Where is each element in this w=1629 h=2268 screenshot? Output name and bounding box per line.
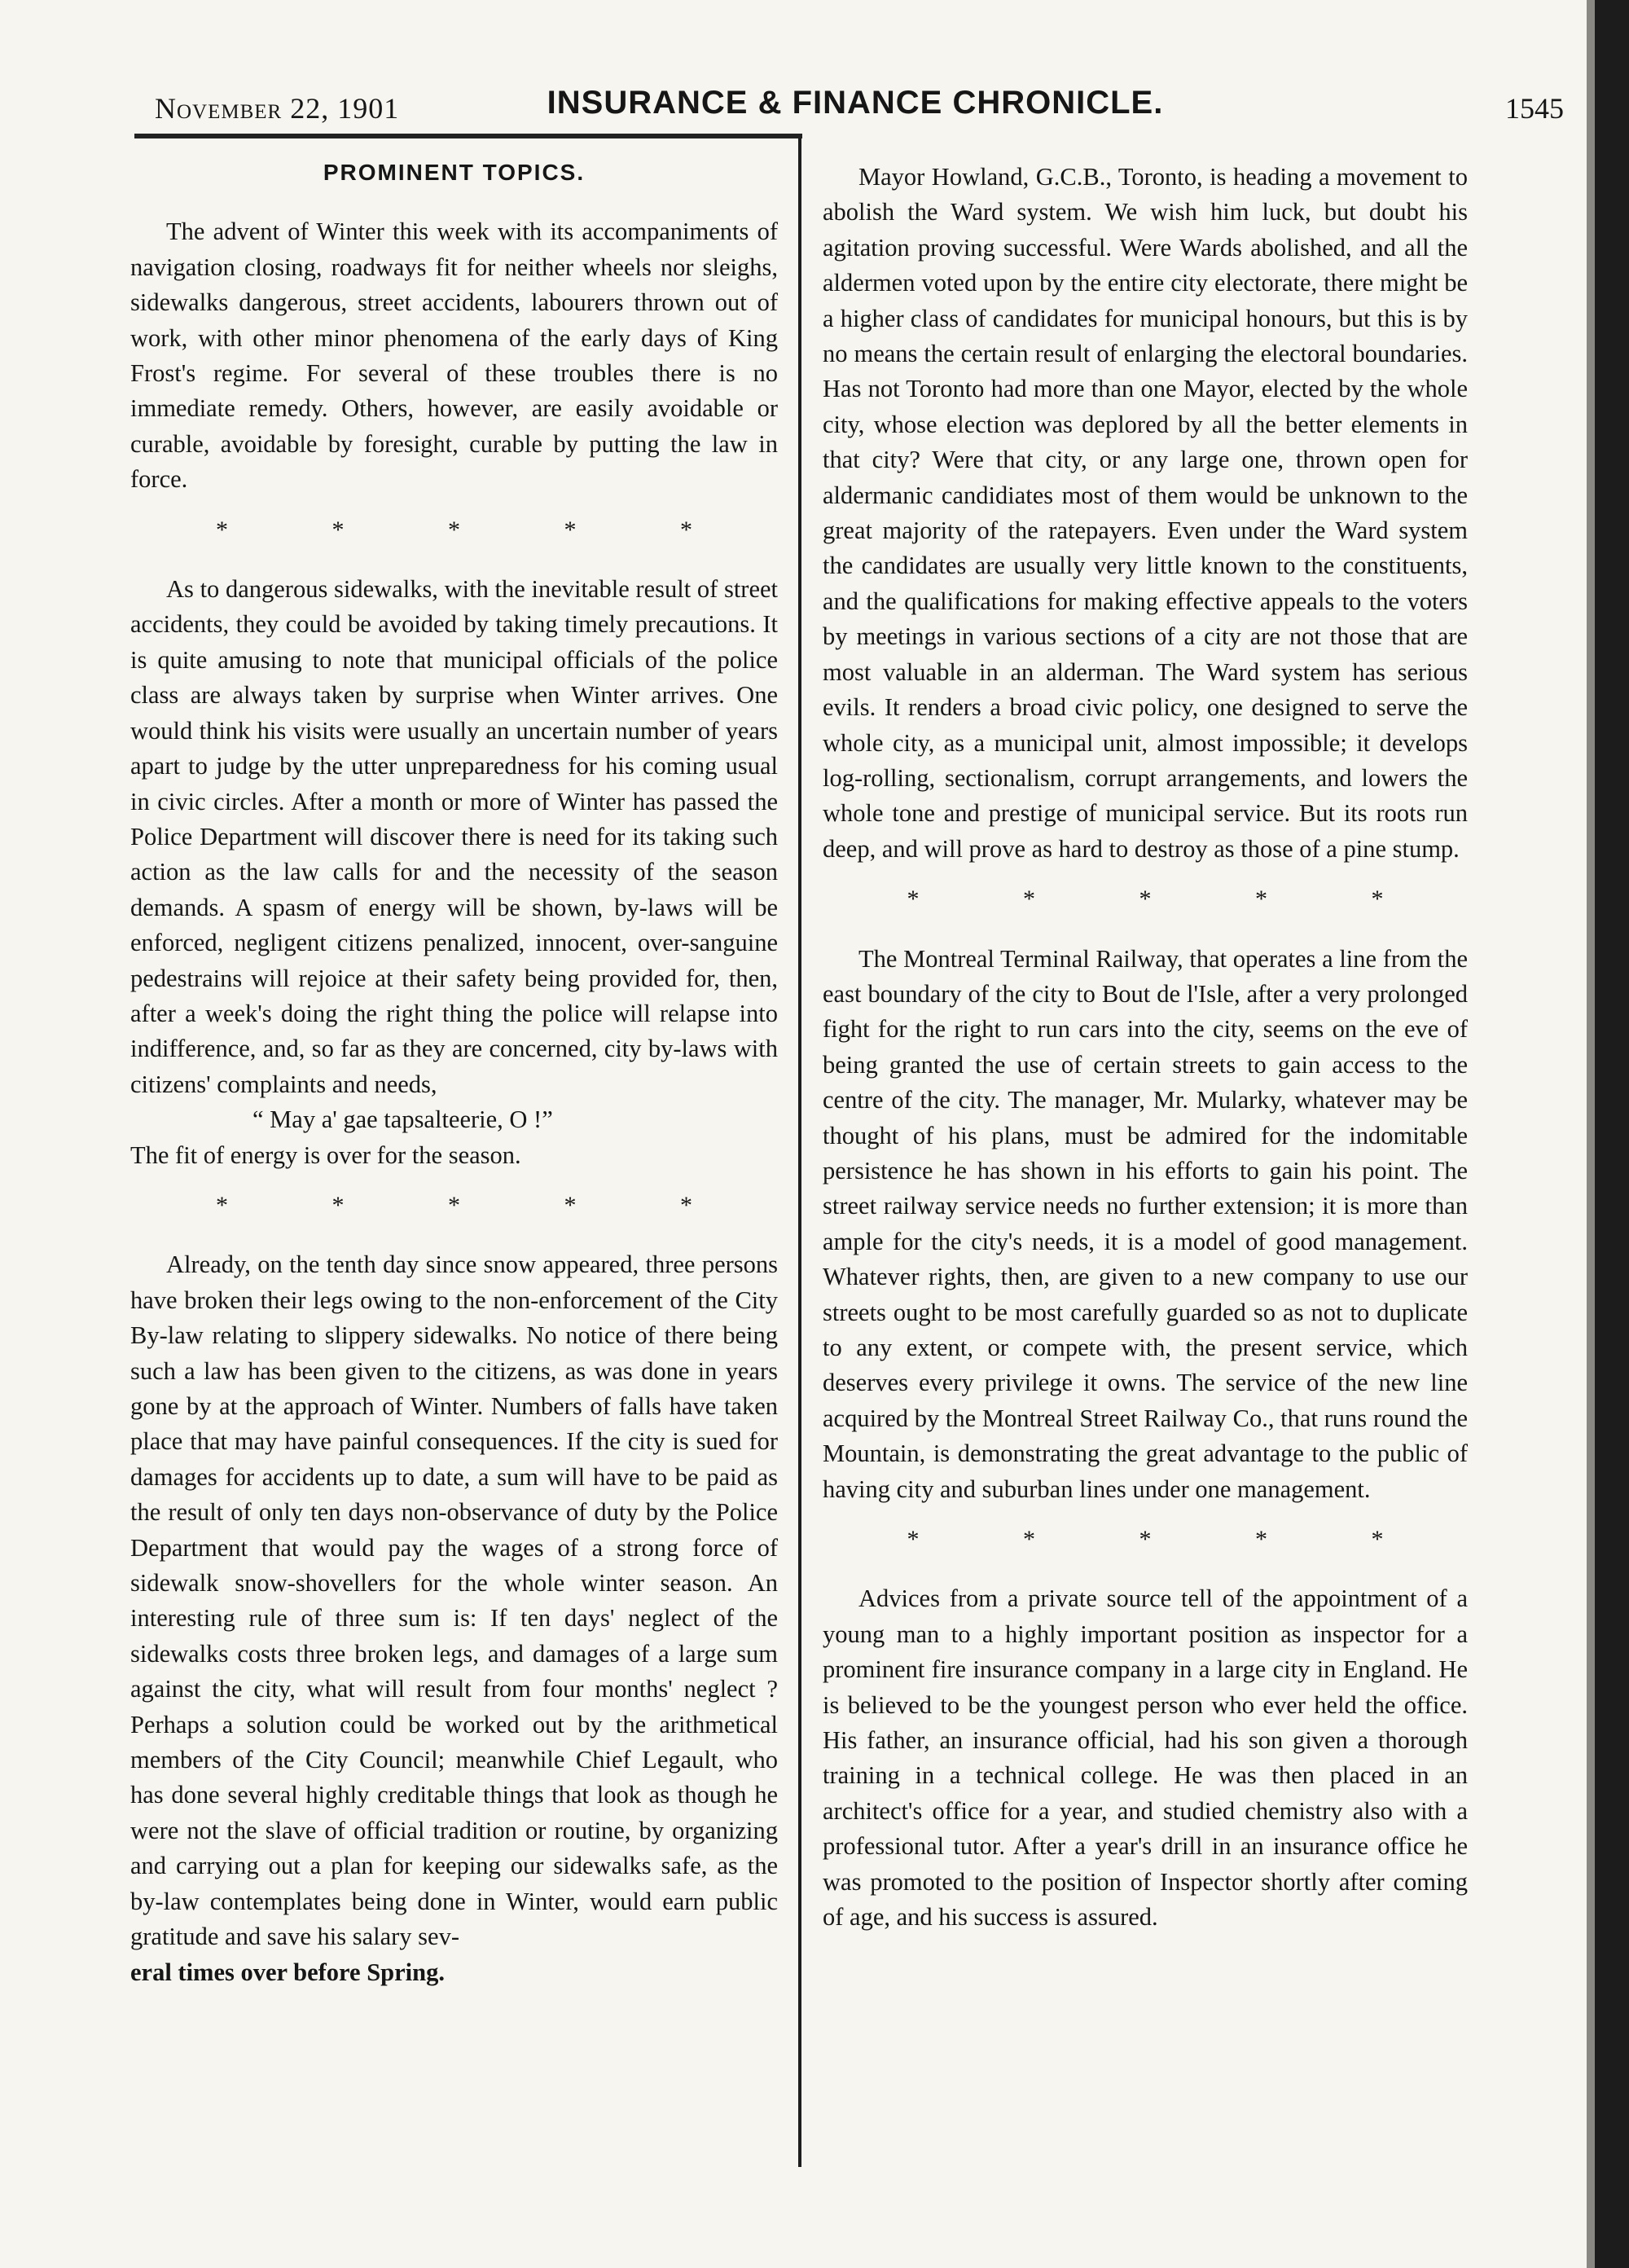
column-divider bbox=[798, 138, 801, 2167]
issue-date: November 22, 1901 bbox=[155, 92, 400, 125]
page-number: 1545 bbox=[1505, 92, 1564, 125]
article-paragraph: The advent of Winter this week with its accompaniments of navigation closing, roadways fit for neither wheels nor sleighs, sidewalks dangerous, street accidents, labourers thrown out of work, with other minor phenomena of the early days of King Frost's regime. For several of these troubles there is no immediate remedy. Others, however, are easily avoidable or curable, avoidable by foresight, curable by putting the law in force. bbox=[130, 218, 778, 494]
article-paragraph: As to dangerous sidewalks, with the inevitable result of street accidents, they could be avoided by taking timely precautions. It is quite amusing to note that municipal officials of the police class are always taken by surprise when Winter arrives. One would think his visits were usually an uncertain number of years apart to judge by the utter unpreparedness for his coming usual in civic circles. After a month or more of Winter has passed the Police Department will discover there is need for its taking such action as the law calls for and the necessity of the season demands. A spasm of energy will be shown, by-laws will be enforced, negligent citizens penalized, innocent, over-sanguine pedestrains will rejoice at their safety being provided for, then, after a week's doing the right thing the police will relapse into indifference, and, so far as they are concerned, city by-laws with citizens' complaints and needs, bbox=[130, 575, 778, 1098]
section-separator: * * * * * bbox=[216, 516, 741, 543]
section-heading: PROMINENT TOPICS. bbox=[323, 160, 586, 185]
scan-edge-shadow bbox=[1587, 0, 1595, 2268]
section-separator: * * * * * bbox=[216, 1191, 741, 1219]
paragraph-closing-bold: eral times over before Spring. bbox=[130, 1958, 445, 1986]
header-rule bbox=[134, 134, 802, 138]
section-separator: * * * * * bbox=[907, 886, 1433, 913]
scan-edge bbox=[1595, 0, 1629, 2268]
article-paragraph-end: The fit of energy is over for the season. bbox=[130, 1141, 521, 1169]
right-column bbox=[823, 160, 1468, 1936]
left-column bbox=[130, 147, 778, 1990]
section-separator: * * * * * bbox=[907, 1526, 1433, 1554]
paragraph-text: Already, on the tenth day since snow appeared, three persons have broken their legs owing to the non-enforcement of the City By-law relating to slippery sidewalks. No notice of there being such a law has been given to the citizens, as was done in years gone by at the approach of Winter. Numbers of falls have taken place that may have painful consequences. If the city is sued for damages for accidents up to date, a sum will have to be paid as the result of only ten days non-observance of duty by the Police Department that would pay the wages of a strong force of sidewalk snow-shovellers for the whole winter season. An interesting rule of three sum is: If ten days' neglect of the sidewalks costs three broken legs, and damages of a large sum against the city, what will result from four months' neglect ? Perhaps a solution could be worked out by the arithmetical members of the City Council; meanwhile Chief Legault, who has done several highly creditable things that look as though he were not the slave of official tradition or routine, by organizing and carrying out a plan for keeping our sidewalks safe, as the by-law contemplates being done in Winter, would earn public gratitude and save his salary sev- bbox=[130, 1250, 778, 1951]
page-header bbox=[155, 85, 1564, 134]
quotation: “ May a' gae tapsalteerie, O !” bbox=[252, 1105, 553, 1134]
article-paragraph: The Montreal Terminal Railway, that operates a line from the east boundary of the city to Bout de l'Isle, after a very prolonged fight for the right to run cars into the city, seems on the eve of being granted the use of certain streets to gain access to the centre of the city. The manager, Mr. Mularky, whatever may be thought of his plans, must be admired for the indomitable persistence he has shown in his efforts to gain his point. The street railway service needs no further extension; it is more than ample for the city's needs, it is a model of good management. Whatever rights, then, are given to a new company to use our streets ought to be most carefully guarded so as not to duplicate to any extent, or compete with, the present service, which deserves every privilege it owns. The service of the new line acquired by the Montreal Street Railway Co., that runs round the Mountain, is demonstrating the great advantage to the public of having city and suburban lines under one management. bbox=[823, 944, 1468, 1503]
article-paragraph: Advices from a private source tell of the appointment of a young man to a highly important position as inspector for a prominent fire insurance company in a large city in England. He is believed to be the youngest person who ever held the office. His father, an insurance official, had his son given a thorough training in a technical college. He was then placed in an architect's office for a year, and studied chemistry also with a professional tutor. After a year's drill in an insurance office he was promoted to the position of Inspector shortly after coming of age, and his success is assured. bbox=[823, 1585, 1468, 1932]
article-paragraph bbox=[130, 1247, 778, 1990]
article-paragraph: Mayor Howland, G.C.B., Toronto, is heading a movement to abolish the Ward system. We wish him luck, but doubt his agitation proving successful. Were Wards abolished, and all the aldermen voted upon by the entire city electorate, there might be a higher class of candidates for municipal honours, but this is by no means the certain result of enlarging the electoral boundaries. Has not Toronto had more than one Mayor, elected by the whole city, whose election was deplored by all the better elements in that city? Were that city, or any large one, thrown open for aldermanic candidiates most of them would be unknown to the great majority of the ratepayers. Even under the Ward system the candidates are usually very little known to the constituents, and the qualifications for making effective appeals to the voters by meetings in various sections of a city are not those that are most valuable in an alderman. The Ward system has serious evils. It renders a broad civic policy, one designed to serve the whole city, as a municipal unit, almost impossible; it develops log-rolling, sectionalism, corrupt arrangements, and lowers the whole tone and prestige of municipal service. But its roots run deep, and will prove as hard to destroy as those of a pine stump. bbox=[823, 163, 1468, 863]
publication-title: INSURANCE & FINANCE CHRONICLE. bbox=[547, 85, 1164, 121]
